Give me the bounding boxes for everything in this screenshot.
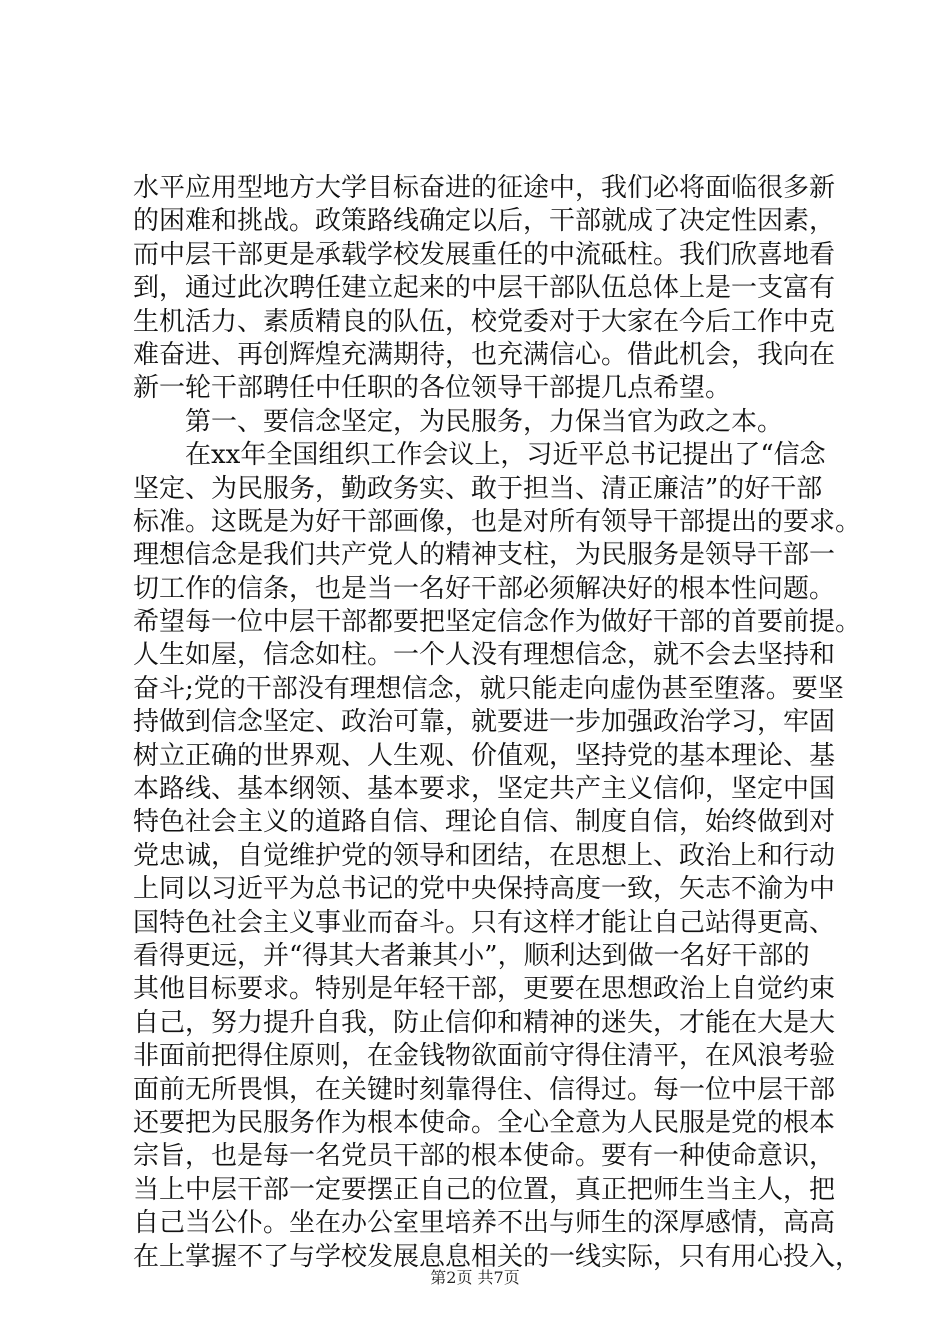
- text-line: 理想信念是我们共产党人的精神支柱，为民服务是领导干部一: [133, 540, 836, 571]
- text-line: 自己，努力提升自我，防止信仰和精神的迷失，才能在大是大: [133, 1007, 836, 1038]
- text-line: 上同以习近平为总书记的党中央保持高度一致，矢志不渝为中: [133, 874, 836, 905]
- text-line: 本路线、基本纲领、基本要求，坚定共产主义信仰，坚定中国: [133, 774, 836, 805]
- text-line: 的困难和挑战。政策路线确定以后，干部就成了决定性因素，: [133, 206, 836, 237]
- text-line: 宗旨，也是每一名党员干部的根本使命。要有一种使命意识，: [133, 1141, 836, 1172]
- text-line: 在上掌握不了与学校发展息息相关的一线实际，只有用心投入，: [133, 1241, 862, 1272]
- text-line: 其他目标要求。特别是年轻干部，更要在思想政治上自觉约束: [133, 974, 836, 1005]
- text-line: 人生如屋，信念如柱。一个人没有理想信念，就不会去坚持和: [133, 640, 836, 671]
- text-line: 到，通过此次聘任建立起来的中层干部队伍总体上是一支富有: [133, 273, 836, 304]
- text-line: 党忠诚，自觉维护党的领导和团结，在思想上、政治上和行动: [133, 840, 836, 871]
- text-line: 当上中层干部一定要摆正自己的位置，真正把师生当主人，把: [133, 1174, 836, 1205]
- text-line: 特色社会主义的道路自信、理论自信、制度自信，始终做到对: [133, 807, 836, 838]
- text-line: 标准。这既是为好干部画像，也是对所有领导干部提出的要求。: [133, 506, 862, 537]
- text-line: 看得更远，并“得其大者兼其小”，顺利达到做一名好干部的: [133, 940, 810, 971]
- document-body: [133, 172, 862, 1274]
- text-line: 非面前把得住原则，在金钱物欲面前守得住清平，在风浪考验: [133, 1041, 836, 1072]
- text-line: 切工作的信条，也是当一名好干部必须解决好的根本性问题。: [133, 573, 836, 604]
- page-footer: 第2页 共7页: [430, 1268, 520, 1287]
- text-line: 面前无所畏惧，在关键时刻靠得住、信得过。每一位中层干部: [133, 1074, 836, 1105]
- text-line: 难奋进、再创辉煌充满期待，也充满信心。借此机会，我向在: [133, 339, 836, 370]
- text-line: 还要把为民服务作为根本使命。全心全意为人民服是党的根本: [133, 1107, 836, 1138]
- text-line: 奋斗;党的干部没有理想信念，就只能走向虚伪甚至堕落。要坚: [133, 673, 844, 704]
- text-line: 国特色社会主义事业而奋斗。只有这样才能让自己站得更高、: [133, 907, 836, 938]
- text-line: 自己当公仆。坐在办公室里培养不出与师生的深厚感情，高高: [133, 1208, 836, 1239]
- text-line: 希望每一位中层干部都要把坚定信念作为做好干部的首要前提。: [133, 607, 862, 638]
- text-line: 新一轮干部聘任中任职的各位领导干部提几点希望。: [133, 373, 732, 404]
- text-line: 坚定、为民服务，勤政务实、敢于担当、清正廉洁”的好干部: [133, 473, 823, 504]
- text-line: 水平应用型地方大学目标奋进的征途中，我们必将面临很多新: [133, 173, 836, 203]
- text-line: 树立正确的世界观、人生观、价值观，坚持党的基本理论、基: [133, 740, 836, 771]
- section-heading-line: 第一、要信念坚定，为民服务，力保当官为政之本。: [133, 406, 784, 437]
- text-line: 持做到信念坚定、政治可靠，就要进一步加强政治学习，牢固: [133, 707, 836, 738]
- text-line: 在xx年全国组织工作会议上，习近平总书记提出了“信念: [133, 440, 826, 471]
- text-line: 生机活力、素质精良的队伍，校党委对于大家在今后工作中克: [133, 306, 836, 337]
- text-line: 而中层干部更是承载学校发展重任的中流砥柱。我们欣喜地看: [133, 239, 836, 270]
